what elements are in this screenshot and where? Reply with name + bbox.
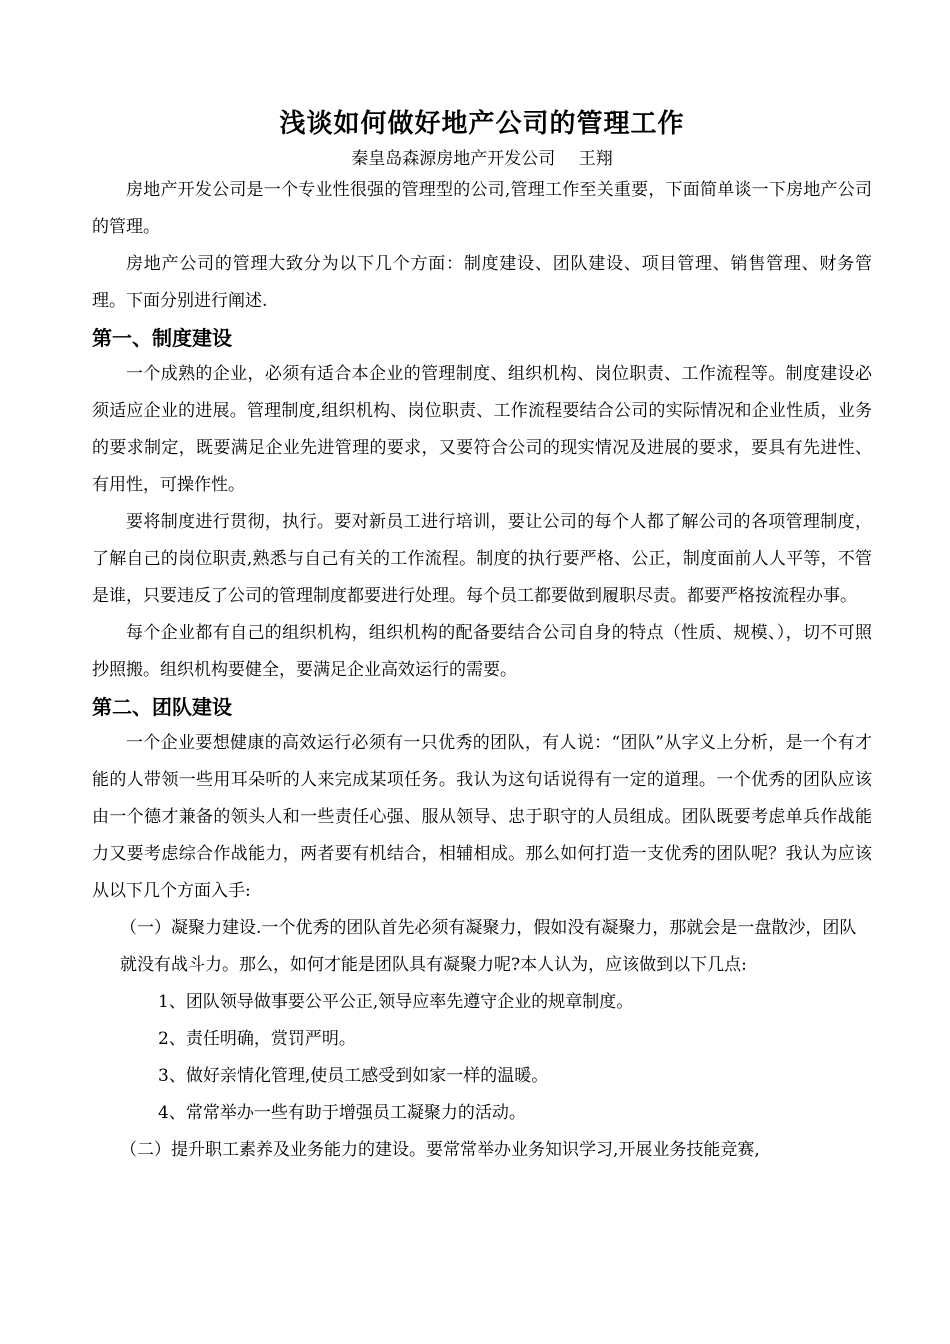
intro-paragraph-1: 房地产开发公司是一个专业性很强的管理型的公司,管理工作至关重要，下面简单谈一下房地产公司的管理。 — [92, 180, 872, 237]
list-item: 1、团队领导做事要公平公正,领导应率先遵守企业的规章制度。 — [158, 992, 634, 1012]
document-page — [92, 104, 872, 1169]
cohesion-list — [92, 984, 872, 1132]
section1-paragraph-1: 一个成熟的企业，必须有适合本企业的管理制度、组织机构、岗位职责、工作流程等。制度建设必须适应企业的进展。管理制度,组织机构、岗位职责、工作流程要结合公司的实际情况和企业性质，业务的要求制定，既要满足企业先进管理的要求，又要符合公司的现实情况及进展的要求，要具有先进性、有用性，可操作性。 — [92, 364, 872, 495]
section1-paragraph-3: 每个企业都有自己的组织机构，组织机构的配备要结合公司自身的特点（性质、规模、），切不可照抄照搬。组织机构要健全，要满足企业高效运行的需要。 — [92, 623, 872, 680]
section2-paragraph: 一个企业要想健康的高效运行必须有一只优秀的团队，有人说：“团队”从字义上分析，是一个有才能的人带领一些用耳朵听的人来完成某项任务。我认为这句话说得有一定的道理。一个优秀的团队应该由一个德才兼备的领头人和一些责任心强、服从领导、忠于职守的人员组成。团队既要考虑单兵作战能力又要考虑综合作战能力，两者要有机结合，相辅相成。那么如何打造一支优秀的团队呢？我认为应该从以下几个方面入手: — [92, 733, 872, 901]
document-title: 浅谈如何做好地产公司的管理工作 — [279, 109, 685, 139]
document-byline: 秦皇岛森源房地产开发公司 王翔 — [351, 149, 613, 169]
list-item: 4、常常举办一些有助于增强员工凝聚力的活动。 — [158, 1103, 526, 1123]
section-heading-team: 第二、团队建设 — [92, 695, 232, 719]
subsection-skills: （二）提升职工素养及业务能力的建设。要常常举办业务知识学习,开展业务技能竞赛, — [120, 1140, 760, 1160]
list-item: 3、做好亲情化管理,使员工感受到如家一样的温暖。 — [158, 1066, 549, 1086]
subsection-cohesion: （一）凝聚力建设.一个优秀的团队首先必须有凝聚力，假如没有凝聚力，那就会是一盘散沙，团队就没有战斗力。那么，如何才能是团队具有凝聚力呢?本人认为，应该做到以下几点: — [120, 918, 857, 975]
list-item: 2、责任明确，赏罚严明。 — [158, 1029, 356, 1049]
section-heading-system: 第一、制度建设 — [92, 326, 232, 350]
section1-paragraph-2: 要将制度进行贯彻，执行。要对新员工进行培训，要让公司的每个人都了解公司的各项管理制度，了解自己的岗位职责,熟悉与自己有关的工作流程。制度的执行要严格、公正，制度面前人人平等，不管是谁，只要违反了公司的管理制度都要进行处理。每个员工都要做到履职尽责。都要严格按流程办事。 — [92, 512, 872, 606]
intro-paragraph-2: 房地产公司的管理大致分为以下几个方面：制度建设、团队建设、项目管理、销售管理、财务管理。下面分别进行阐述. — [92, 254, 872, 311]
